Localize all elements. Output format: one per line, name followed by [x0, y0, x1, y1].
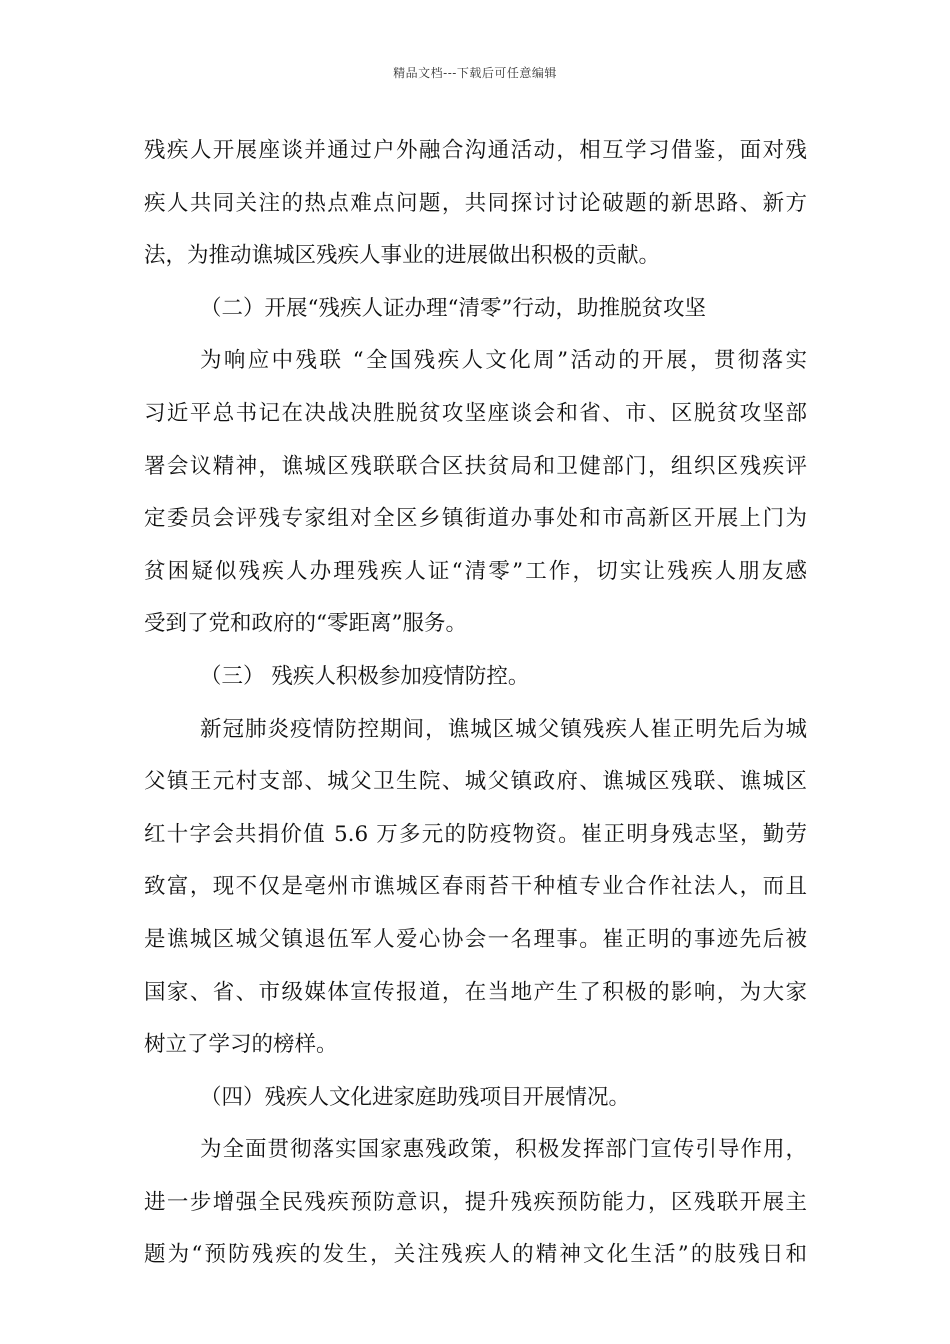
text-line: 树立了学习的榜样。	[144, 1032, 338, 1058]
text-line: （三） 残疾人积极参加疫情防控。	[200, 663, 530, 689]
text-line: （四）残疾人文化进家庭助残项目开展情况。	[200, 1084, 631, 1110]
text-line: 题为“预防残疾的发生，关注残疾人的精神文化生活”的肢残日和	[144, 1242, 807, 1268]
document-body	[144, 128, 807, 1285]
text-line: 红十字会共捐价值 5.6 万多元的防疫物资。崔正明身残志坚，勤劳	[144, 821, 807, 847]
text-line: 习近平总书记在决战决胜脱贫攻坚座谈会和省、市、区脱贫攻坚部	[144, 400, 807, 426]
text-line: 为响应中残联 “全国残疾人文化周”活动的开展，贯彻落实	[200, 348, 807, 374]
text-line: 致富，现不仅是亳州市谯城区春雨苔干种植专业合作社法人，而且	[144, 874, 807, 900]
text-line: （二）开展“残疾人证办理“清零”行动，助推脱贫攻坚	[200, 295, 706, 321]
text-line: 疾人共同关注的热点难点问题，共同探讨讨论破题的新思路、新方	[144, 190, 807, 216]
text-line: 受到了党和政府的“零距离”服务。	[144, 611, 467, 637]
text-line: 进一步增强全民残疾预防意识，提升残疾预防能力，区残联开展主	[144, 1189, 807, 1215]
text-line: 是谯城区城父镇退伍军人爱心协会一名理事。崔正明的事迹先后被	[144, 926, 807, 952]
text-line: 署会议精神，谯城区残联联合区扶贫局和卫健部门，组织区残疾评	[144, 453, 807, 479]
text-line: 定委员会评残专家组对全区乡镇街道办事处和市高新区开展上门为	[144, 506, 807, 532]
text-line: 法，为推动谯城区残疾人事业的进展做出积极的贡献。	[144, 243, 661, 269]
page-header: 精品文档---下载后可任意编辑	[393, 66, 557, 80]
text-line: 父镇王元村支部、城父卫生院、城父镇政府、谯城区残联、谯城区	[144, 769, 807, 795]
text-line: 为全面贯彻落实国家惠残政策，积极发挥部门宣传引导作用，	[200, 1137, 807, 1163]
text-line: 贫困疑似残疾人办理残疾人证“清零”工作，切实让残疾人朋友感	[144, 558, 807, 584]
text-line: 新冠肺炎疫情防控期间，谯城区城父镇残疾人崔正明先后为城	[200, 716, 807, 742]
text-line: 国家、省、市级媒体宣传报道，在当地产生了积极的影响，为大家	[144, 979, 807, 1005]
text-line: 残疾人开展座谈并通过户外融合沟通活动，相互学习借鉴，面对残	[144, 138, 807, 163]
